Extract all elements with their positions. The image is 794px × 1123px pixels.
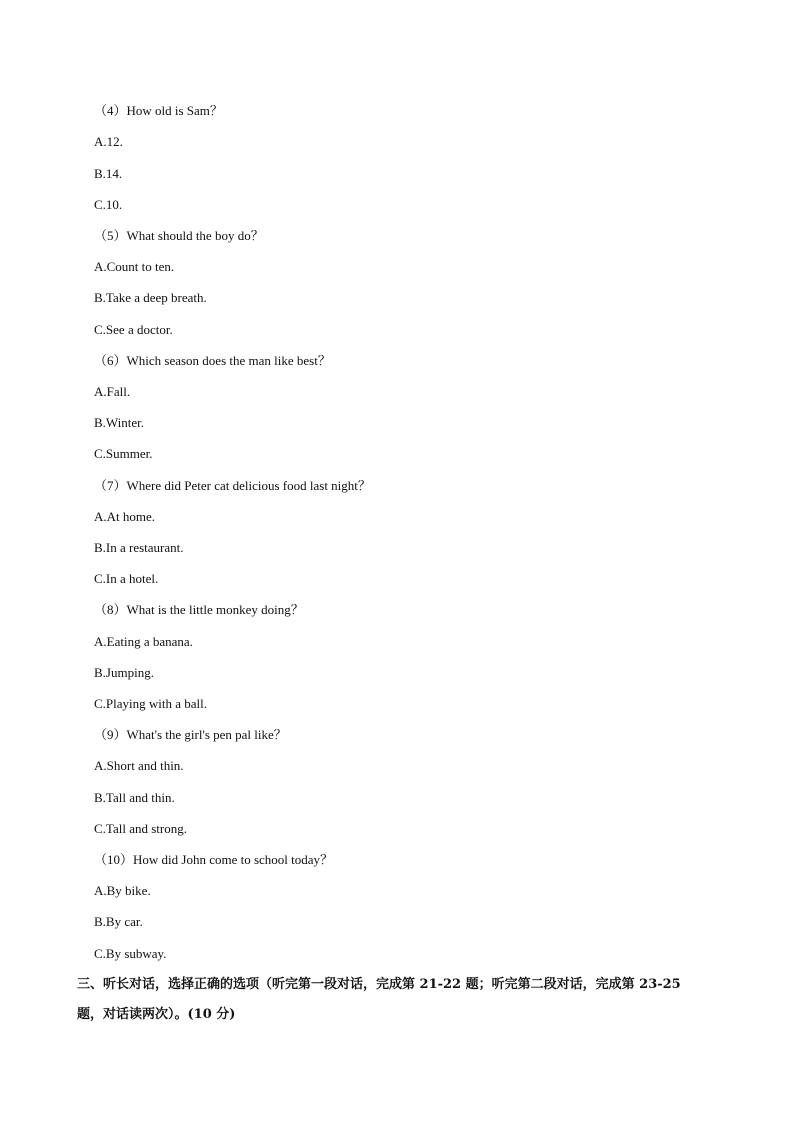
question-5-option-c: C.See a doctor. (94, 322, 173, 337)
question-10-option-a: A.By bike. (94, 883, 151, 898)
question-9-stem: （9）What's the girl's pen pal like？ (94, 727, 287, 742)
question-4-option-b: B.14. (94, 166, 123, 181)
question-10-option-c: C.By subway. (94, 946, 167, 961)
question-6-option-c: C.Summer. (94, 446, 153, 461)
question-9-option-b: B.Tall and thin. (94, 790, 175, 805)
question-4-option-c: C.10. (94, 197, 123, 212)
question-8-stem: （8）What is the little monkey doing？ (94, 602, 304, 617)
question-8-option-b: B.Jumping. (94, 665, 154, 680)
question-4-stem: （4）How old is Sam？ (94, 103, 223, 118)
question-9-option-c: C.Tall and strong. (94, 821, 187, 836)
question-8-option-c: C.Playing with a ball. (94, 696, 208, 711)
question-5-option-a: A.Count to ten. (94, 259, 175, 274)
question-9-option-a: A.Short and thin. (94, 758, 184, 773)
question-7-stem: （7）Where did Peter cat delicious food last night？ (94, 478, 371, 493)
question-10-stem: （10）How did John come to school today？ (94, 852, 334, 867)
question-5-stem: （5）What should the boy do？ (94, 228, 264, 243)
question-8-option-a: A.Eating a banana. (94, 634, 193, 649)
question-10-option-b: B.By car. (94, 914, 143, 929)
question-7-option-a: A.At home. (94, 509, 156, 524)
question-4-option-a: A.12. (94, 134, 123, 149)
question-7-option-b: B.In a restaurant. (94, 540, 184, 555)
section-heading-line-2: 题，对话读两次）。(10 分) (77, 1007, 236, 1022)
question-5-option-b: B.Take a deep breath. (94, 290, 207, 305)
question-6-option-b: B.Winter. (94, 415, 145, 430)
section-heading-line-1: 三、听长对话，选择正确的选项（听完第一段对话，完成第 21-22 题；听完第二段对话，完成第 23-25 (77, 977, 681, 992)
question-7-option-c: C.In a hotel. (94, 571, 159, 586)
question-6-stem: （6）Which season does the man like best？ (94, 353, 331, 368)
question-6-option-a: A.Fall. (94, 384, 131, 399)
